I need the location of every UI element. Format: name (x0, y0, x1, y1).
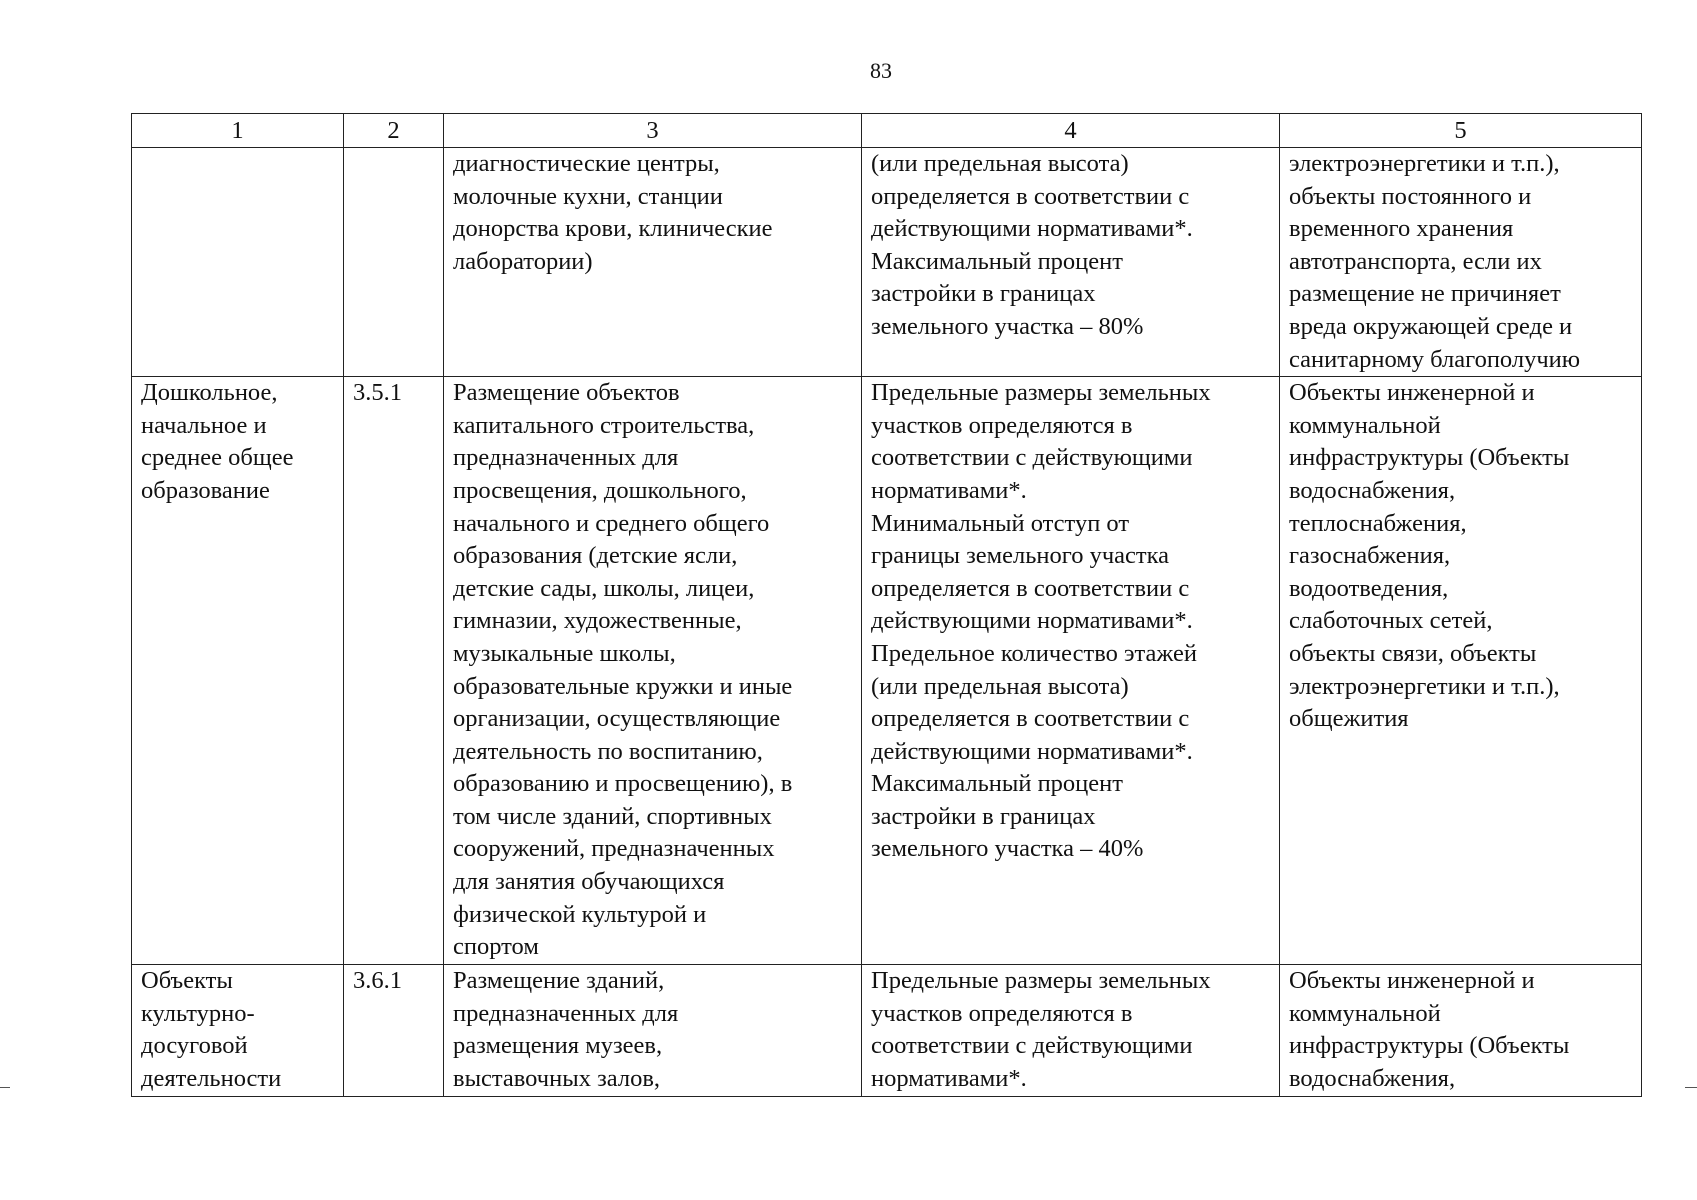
column-header-3: 3 (444, 114, 862, 148)
land-use-code-cell (344, 148, 444, 377)
land-use-description-cell: диагностические центры, молочные кухни, станции донорства крови, клинические лаборатории) (444, 148, 862, 377)
land-use-description-cell: Размещение объектов капитального строительства, предназначенных для просвещения, дошкольного, начального и среднего общего образования (детские ясли, детские сады, школы, лицеи, гимназии, художественные, музыкальные школы, образовательные кружки и иные организации, осуществляющие деятельность по воспитанию, образованию и просвещению), в том числе зданий, спортивных сооружений, предназначенных для занятия обучающихся физической культурой и спортом (444, 377, 862, 965)
zoning-table (131, 113, 1642, 1097)
page-number: 83 (870, 58, 892, 83)
column-header-5: 5 (1280, 114, 1642, 148)
land-use-code-cell: 3.6.1 (344, 965, 444, 1096)
land-use-name-cell (132, 148, 344, 377)
auxiliary-uses-cell: Объекты инженерной и коммунальной инфраструктуры (Объекты водоснабжения, (1280, 965, 1642, 1096)
land-use-code-cell: 3.5.1 (344, 377, 444, 965)
land-use-name-cell: Дошкольное, начальное и среднее общее образование (132, 377, 344, 965)
auxiliary-uses-cell: Объекты инженерной и коммунальной инфраструктуры (Объекты водоснабжения, теплоснабжения, газоснабжения, водоотведения, слаботочных сетей, объекты связи, объекты электроэнергетики и т.п.), общежития (1280, 377, 1642, 965)
table-row (132, 377, 1642, 965)
land-use-name-cell: Объекты культурно- досуговой деятельности (132, 965, 344, 1096)
column-header-1: 1 (132, 114, 344, 148)
building-parameters-cell: Предельные размеры земельных участков определяются в соответствии с действующими нормативами*. Минимальный отступ от границы земельного участка определяется в соответствии с действующими нормативами*. Предельное количество этажей (или предельная высота) определяется в соответствии с действующими нормативами*. Максимальный процент застройки в границах земельного участка – 40% (862, 377, 1280, 965)
column-header-4: 4 (862, 114, 1280, 148)
table-row (132, 965, 1642, 1096)
land-use-description-cell: Размещение зданий, предназначенных для размещения музеев, выставочных залов, (444, 965, 862, 1096)
table-row (132, 148, 1642, 377)
scan-edge-mark-right (1685, 1087, 1697, 1088)
building-parameters-cell: Предельные размеры земельных участков определяются в соответствии с действующими нормативами*. (862, 965, 1280, 1096)
column-header-2: 2 (344, 114, 444, 148)
scan-edge-mark-left (0, 1087, 10, 1088)
header-row (132, 114, 1642, 148)
auxiliary-uses-cell: электроэнергетики и т.п.), объекты постоянного и временного хранения автотранспорта, если их размещение не причиняет вреда окружающей среде и санитарному благополучию (1280, 148, 1642, 377)
building-parameters-cell: (или предельная высота) определяется в соответствии с действующими нормативами*. Максимальный процент застройки в границах земельного участка – 80% (862, 148, 1280, 377)
